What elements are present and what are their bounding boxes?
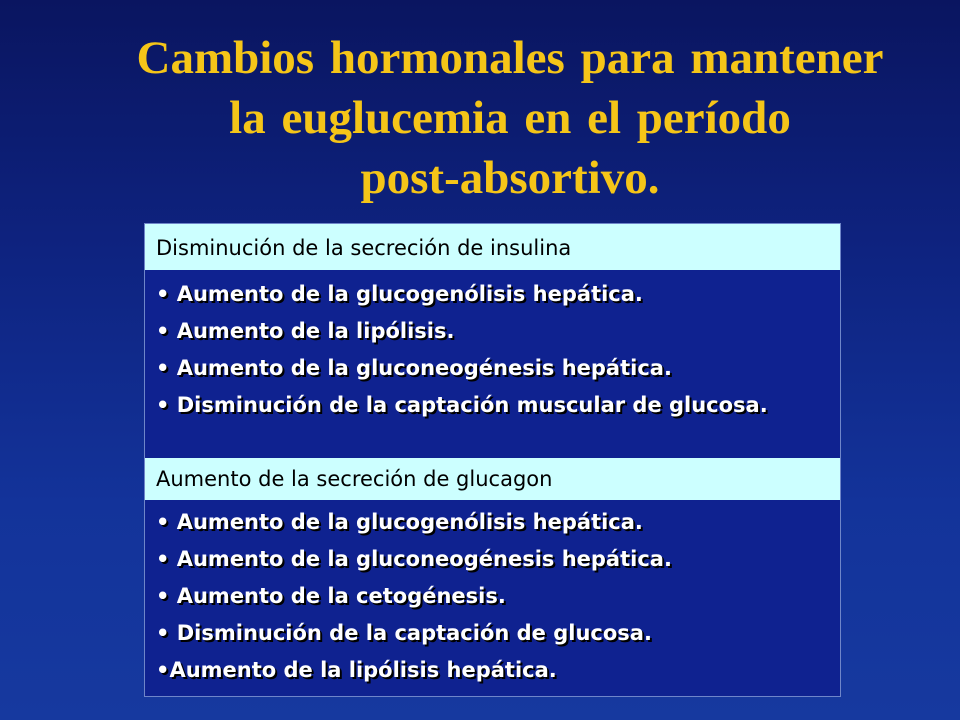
list-item (156, 393, 828, 418)
list-item (156, 510, 828, 535)
list-item-text: Disminución de la captación muscular de glucosa. (176, 393, 768, 417)
list-item-text: Disminución de la captación de glucosa. (176, 621, 652, 645)
bullet-icon: • (156, 356, 177, 380)
section-body-insulin (145, 270, 840, 458)
bullet-icon: • (156, 658, 170, 682)
list-item-text: Aumento de la lipólisis. (176, 319, 455, 343)
list-item-text: Aumento de la glucogenólisis hepática. (176, 282, 643, 306)
list-item-text: Aumento de la gluconeogénesis hepática. (176, 547, 672, 571)
title-line-2: la euglucemia en el período (229, 92, 791, 144)
bullet-icon: • (156, 584, 177, 608)
list-item-text: Aumento de la cetogénesis. (176, 584, 506, 608)
list-item (156, 584, 828, 609)
bullet-icon: • (156, 393, 177, 417)
list-item-text: Aumento de la glucogenólisis hepática. (176, 510, 643, 534)
list-item (156, 547, 828, 572)
bullet-icon: • (156, 621, 177, 645)
title-line-1: Cambios hormonales para mantener (136, 32, 884, 84)
list-item (156, 319, 828, 344)
list-item (156, 658, 828, 683)
list-item-text: Aumento de la lipólisis hepática. (169, 658, 557, 682)
bullet-icon: • (156, 282, 177, 306)
title-line-3: post-absortivo. (360, 152, 660, 204)
bullet-icon: • (156, 319, 177, 343)
bullet-icon: • (156, 510, 177, 534)
bullet-icon: • (156, 547, 177, 571)
section-body-glucagon (145, 500, 840, 696)
list-item-text: Aumento de la gluconeogénesis hepática. (176, 356, 672, 380)
section-header-insulin: Disminución de la secreción de insulina (145, 224, 840, 270)
hormone-table (144, 223, 841, 697)
list-item (156, 282, 828, 307)
section-header-glucagon: Aumento de la secreción de glucagon (145, 458, 840, 500)
list-item (156, 356, 828, 381)
list-item (156, 621, 828, 646)
slide-title (60, 28, 960, 208)
